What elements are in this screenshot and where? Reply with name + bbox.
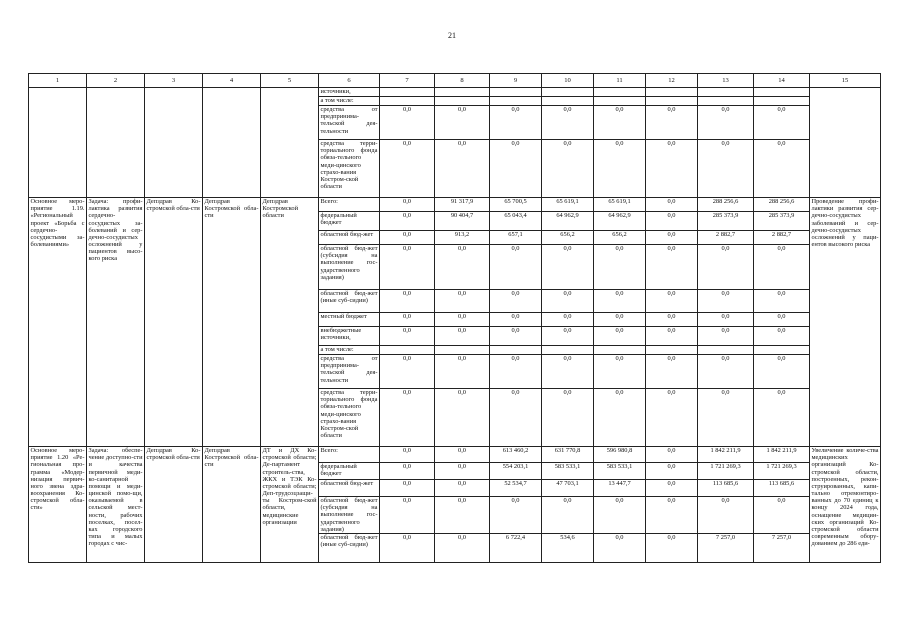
block0-empty-c4 <box>203 88 261 198</box>
block2-source-label: областной бюд-жет (иные суб-сидии) <box>319 533 380 562</box>
block1-value-cell: 90 404,7 <box>435 212 490 231</box>
block1-value-cell: 0,0 <box>542 290 594 313</box>
block1-c1-cell: Основное меро-приятие 1.19. «Региональный проект «Борьба с сердечно-сосудистыми за-болеваниями» <box>29 198 87 447</box>
block1-source-label: внебюджетные источники, <box>319 327 380 346</box>
block0-value-cell <box>380 88 435 97</box>
column-header-10: 10 <box>542 74 594 88</box>
block2-value-cell: 0,0 <box>435 497 490 534</box>
block1-value-cell: 656,2 <box>542 231 594 245</box>
block1-value-cell: 285 373,9 <box>754 212 810 231</box>
block1-value-cell: 0,0 <box>646 290 698 313</box>
column-header-4: 4 <box>203 74 261 88</box>
block1-source-label: областной бюд-жет (иные суб-сидии) <box>319 290 380 313</box>
block1-value-cell: 0,0 <box>490 389 542 447</box>
block1-value-cell: 0,0 <box>435 355 490 389</box>
block1-value-cell <box>542 346 594 355</box>
block0-source-label: средства от предпринима-тельской дея-тельности <box>319 106 380 140</box>
block1-value-cell: 0,0 <box>754 245 810 290</box>
block2-c3-cell: Депздрав Ко-стромской обла-сти <box>145 447 203 563</box>
block1-value-cell: 0,0 <box>490 290 542 313</box>
block0-value-cell: 0,0 <box>754 106 810 140</box>
block1-value-cell: 0,0 <box>435 245 490 290</box>
block1-value-cell: 0,0 <box>646 212 698 231</box>
block1-c4-cell: Депздрав Костромской обла-сти <box>203 198 261 447</box>
block0-value-cell: 0,0 <box>698 106 754 140</box>
block1-value-cell: 0,0 <box>490 355 542 389</box>
block1-value-cell: 0,0 <box>380 313 435 327</box>
block2-value-cell: 583 533,1 <box>542 463 594 480</box>
block0-empty-c15 <box>810 88 881 198</box>
block2-value-cell: 596 980,8 <box>594 447 646 463</box>
column-header-5: 5 <box>261 74 319 88</box>
block2-source-label: областной бюд-жет (субсидия на выполнение гос-ударственного задания) <box>320 497 378 533</box>
block1-value-cell <box>380 346 435 355</box>
block0-value-cell <box>594 88 646 97</box>
block2-value-cell: 0,0 <box>490 497 542 534</box>
block1-value-cell: 0,0 <box>380 198 435 212</box>
block1-value-cell: 65 619,1 <box>542 198 594 212</box>
block1-value-cell: 656,2 <box>594 231 646 245</box>
page-number: 21 <box>448 31 456 40</box>
block0-value-cell <box>698 97 754 106</box>
block1-value-cell <box>754 346 810 355</box>
column-header-12: 12 <box>646 74 698 88</box>
block1-value-cell: 0,0 <box>542 245 594 290</box>
column-header-6: 6 <box>319 74 380 88</box>
block2-c1-cell: Основное меро-приятие 1.20 «Ре-гиональная про-грамма «Модер-низация первич-ного звена здра-воохранения Ко-стромской обла-сти» <box>29 447 87 563</box>
block0-source-label: средства терри-ториального фонда обяза-тельного меди-цинского страхо-вания Костром-ской области <box>319 140 380 198</box>
block1-value-cell: 0,0 <box>754 327 810 346</box>
block0-value-cell <box>542 97 594 106</box>
block1-value-cell: 65 700,5 <box>490 198 542 212</box>
block0-empty-c5 <box>261 88 319 198</box>
block2-value-cell: 6 722,4 <box>490 533 542 562</box>
block1-value-cell: 913,2 <box>435 231 490 245</box>
block2-value-cell: 47 703,1 <box>542 480 594 497</box>
block1-c15-cell: Проведение профи-лактики развития сер-дечно-сосудистых заболеваний и сер-дечно-сосудистых осложнений у паци-ентов высокого риска <box>810 198 881 447</box>
block0-value-cell <box>490 88 542 97</box>
block2-value-cell: 0,0 <box>594 497 646 534</box>
block1-value-cell: 0,0 <box>646 355 698 389</box>
block1-value-cell <box>490 346 542 355</box>
block1-value-cell: 0,0 <box>754 389 810 447</box>
block1-value-cell <box>594 346 646 355</box>
block1-row <box>29 198 881 212</box>
block1-value-cell: 0,0 <box>594 355 646 389</box>
block2-value-cell: 0,0 <box>380 463 435 480</box>
header-row <box>29 74 881 88</box>
block1-value-cell: 0,0 <box>594 313 646 327</box>
block2-value-cell: 1 721 269,3 <box>698 463 754 480</box>
block2-c15-cell: Увеличение количе-ства медицинских организаций Ко-стромской области, построенных, рекон-струированных, капи-тально отремонтиро-ванных до 70 единиц к концу 2024 года, оснащение медицин-ских организаций Ко-стромской области современным обору-дованием до 286 еди- <box>810 447 881 563</box>
block1-c3-cell: Депздрав Ко-стромской обла-сти <box>145 198 203 447</box>
column-header-9: 9 <box>490 74 542 88</box>
block1-source-label: местный бюджет <box>319 313 380 327</box>
block0-value-cell: 0,0 <box>542 106 594 140</box>
block1-value-cell: 0,0 <box>754 313 810 327</box>
block1-value-cell: 0,0 <box>542 389 594 447</box>
block0-value-cell: 0,0 <box>490 106 542 140</box>
block2-value-cell: 113 685,6 <box>754 480 810 497</box>
block0-source-label: а том числе: <box>319 97 380 106</box>
block1-value-cell: 0,0 <box>698 245 754 290</box>
block1-value-cell: 0,0 <box>380 231 435 245</box>
block2-c5-cell: ДТ и ДХ Ко-стромской области; Де-партамент строитель-ства, ЖКХ и ТЭК Ко-стромской области; Деп-трудсоцзащи-ты Костром-ской области, медицинские организации <box>261 447 319 563</box>
block2-value-cell: 0,0 <box>435 463 490 480</box>
block1-value-cell: 0,0 <box>542 327 594 346</box>
block1-value-cell: 2 882,7 <box>754 231 810 245</box>
block2-value-cell: 0,0 <box>646 447 698 463</box>
block2-value-cell: 583 533,1 <box>594 463 646 480</box>
column-header-7: 7 <box>380 74 435 88</box>
column-header-14: 14 <box>754 74 810 88</box>
column-header-11: 11 <box>594 74 646 88</box>
block1-source-label: средства от предпринима-тельской дея-тельности <box>319 355 380 389</box>
block1-value-cell: 65 043,4 <box>490 212 542 231</box>
block2-source-label: Всего: <box>319 447 380 463</box>
block1-value-cell: 0,0 <box>594 327 646 346</box>
block0-value-cell: 0,0 <box>435 140 490 198</box>
block0-empty-c2 <box>87 88 145 198</box>
column-header-2: 2 <box>87 74 145 88</box>
block1-value-cell: 285 373,9 <box>698 212 754 231</box>
block2-value-cell: 0,0 <box>380 497 435 534</box>
block0-value-cell: 0,0 <box>380 106 435 140</box>
block1-value-cell: 0,0 <box>542 355 594 389</box>
block1-value-cell: 0,0 <box>380 389 435 447</box>
block1-value-cell: 0,0 <box>698 290 754 313</box>
block2-value-cell: 113 685,6 <box>698 480 754 497</box>
block0-source-label: источники, <box>319 88 380 97</box>
block2-row <box>29 447 881 463</box>
block1-value-cell: 0,0 <box>646 245 698 290</box>
block2-value-cell: 554 203,1 <box>490 463 542 480</box>
block1-source-label: средства терри-ториального фонда обяза-тельного меди-цинского страхо-вания Костром-ской области <box>319 389 380 447</box>
block1-value-cell: 0,0 <box>490 327 542 346</box>
block1-value-cell: 657,1 <box>490 231 542 245</box>
block2-value-cell: 0,0 <box>646 533 698 562</box>
block1-value-cell <box>435 346 490 355</box>
block0-value-cell <box>698 88 754 97</box>
block1-value-cell: 0,0 <box>646 313 698 327</box>
block2-value-cell: 0,0 <box>380 533 435 562</box>
block2-value-cell: 0,0 <box>646 463 698 480</box>
block1-value-cell: 64 962,9 <box>542 212 594 231</box>
block1-c2-cell: Задача: профи-лактика развития сердечно-сосудистых за-болеваний и сер-дечно-сосудистых осложнений у пациентов высо-кого риска <box>87 198 145 447</box>
block0-value-cell: 0,0 <box>754 140 810 198</box>
block1-source-label: Всего: <box>319 198 380 212</box>
block1-value-cell: 0,0 <box>435 327 490 346</box>
block1-value-cell: 0,0 <box>542 313 594 327</box>
block0-value-cell <box>435 97 490 106</box>
column-header-15: 15 <box>810 74 881 88</box>
block1-source-label: федеральный бюджет <box>319 212 380 231</box>
block2-c4-cell: Депздрав Костромской обла-сти <box>203 447 261 563</box>
block0-row <box>29 88 881 97</box>
block1-source-label: областной бюд-жет <box>319 231 380 245</box>
block0-value-cell <box>490 97 542 106</box>
block2-value-cell: 1 842 211,9 <box>754 447 810 463</box>
block1-value-cell <box>646 346 698 355</box>
block0-value-cell <box>754 88 810 97</box>
block2-value-cell: 0,0 <box>754 497 810 534</box>
block0-value-cell <box>380 97 435 106</box>
column-header-3: 3 <box>145 74 203 88</box>
block1-value-cell: 0,0 <box>646 231 698 245</box>
block0-value-cell: 0,0 <box>646 140 698 198</box>
block2-value-cell: 52 534,7 <box>490 480 542 497</box>
block1-source-label: а том числе: <box>319 346 380 355</box>
block1-value-cell: 0,0 <box>380 327 435 346</box>
block1-value-cell: 65 619,1 <box>594 198 646 212</box>
budget-table <box>28 73 881 563</box>
block1-value-cell: 0,0 <box>698 389 754 447</box>
block1-value-cell: 0,0 <box>380 212 435 231</box>
block2-value-cell: 7 257,0 <box>698 533 754 562</box>
block1-value-cell: 0,0 <box>594 290 646 313</box>
block2-value-cell: 0,0 <box>380 447 435 463</box>
block0-value-cell <box>435 88 490 97</box>
block2-value-cell: 1 721 269,3 <box>754 463 810 480</box>
block1-value-cell: 288 256,6 <box>754 198 810 212</box>
block1-value-cell: 0,0 <box>754 290 810 313</box>
block1-value-cell: 0,0 <box>490 245 542 290</box>
block2-value-cell: 13 447,7 <box>594 480 646 497</box>
block0-empty-c1 <box>29 88 87 198</box>
block1-value-cell: 0,0 <box>698 313 754 327</box>
block1-value-cell: 0,0 <box>646 327 698 346</box>
block2-value-cell: 0,0 <box>646 480 698 497</box>
block1-value-cell: 0,0 <box>646 198 698 212</box>
block2-value-cell: 0,0 <box>646 497 698 534</box>
block0-value-cell: 0,0 <box>594 106 646 140</box>
block1-value-cell: 0,0 <box>646 389 698 447</box>
block1-value-cell: 2 882,7 <box>698 231 754 245</box>
block2-source-label: федеральный бюджет <box>319 463 380 480</box>
block1-value-cell <box>698 346 754 355</box>
block2-value-cell: 631 770,8 <box>542 447 594 463</box>
block0-value-cell <box>754 97 810 106</box>
block1-source-label: областной бюд-жет (субсидия на выполнение гос-ударственного задания) <box>319 245 380 290</box>
block0-value-cell: 0,0 <box>490 140 542 198</box>
block2-value-cell: 0,0 <box>435 533 490 562</box>
block2-c2-cell: Задача: обеспе-чение доступно-сти и качества первичной меди-ко-санитарной помощи и меди-цинской помо-щи, оказываемой в сельской мест-ности, рабочих поселках, посел-ках городского типа и малых городах с чис- <box>87 447 145 563</box>
block0-value-cell <box>542 88 594 97</box>
block2-value-cell: 7 257,0 <box>754 533 810 562</box>
block1-value-cell: 91 317,9 <box>435 198 490 212</box>
block2-source-label: областной бюд-жет <box>319 480 380 497</box>
block1-value-cell: 0,0 <box>435 313 490 327</box>
block0-value-cell: 0,0 <box>646 106 698 140</box>
block1-value-cell: 0,0 <box>435 290 490 313</box>
block1-value-cell: 288 256,6 <box>698 198 754 212</box>
block2-value-cell: 1 842 211,9 <box>698 447 754 463</box>
block2-value-cell: 0,0 <box>435 447 490 463</box>
block1-value-cell: 0,0 <box>594 389 646 447</box>
block0-value-cell <box>646 88 698 97</box>
block2-value-cell: 0,0 <box>380 480 435 497</box>
block1-value-cell: 0,0 <box>380 245 435 290</box>
block0-value-cell: 0,0 <box>380 140 435 198</box>
block0-value-cell <box>594 97 646 106</box>
block0-value-cell: 0,0 <box>542 140 594 198</box>
block2-value-cell: 0,0 <box>698 497 754 534</box>
block2-value-cell: 613 460,2 <box>490 447 542 463</box>
block1-value-cell: 0,0 <box>698 355 754 389</box>
block1-c5-cell: Депздрав Костромской области <box>261 198 319 447</box>
block2-value-cell: 0,0 <box>435 480 490 497</box>
block1-value-cell: 0,0 <box>754 355 810 389</box>
block0-empty-c3 <box>145 88 203 198</box>
block1-value-cell: 0,0 <box>380 290 435 313</box>
block1-value-cell: 64 962,9 <box>594 212 646 231</box>
block2-value-cell: 534,6 <box>542 533 594 562</box>
block0-value-cell <box>646 97 698 106</box>
block2-value-cell: 0,0 <box>594 533 646 562</box>
block2-value-cell: 0,0 <box>542 497 594 534</box>
block1-value-cell: 0,0 <box>490 313 542 327</box>
block0-value-cell: 0,0 <box>594 140 646 198</box>
block1-value-cell: 0,0 <box>698 327 754 346</box>
block0-value-cell: 0,0 <box>698 140 754 198</box>
block1-value-cell: 0,0 <box>435 389 490 447</box>
column-header-13: 13 <box>698 74 754 88</box>
column-header-1: 1 <box>29 74 87 88</box>
block1-value-cell: 0,0 <box>594 245 646 290</box>
block0-value-cell: 0,0 <box>435 106 490 140</box>
block1-value-cell: 0,0 <box>380 355 435 389</box>
column-header-8: 8 <box>435 74 490 88</box>
